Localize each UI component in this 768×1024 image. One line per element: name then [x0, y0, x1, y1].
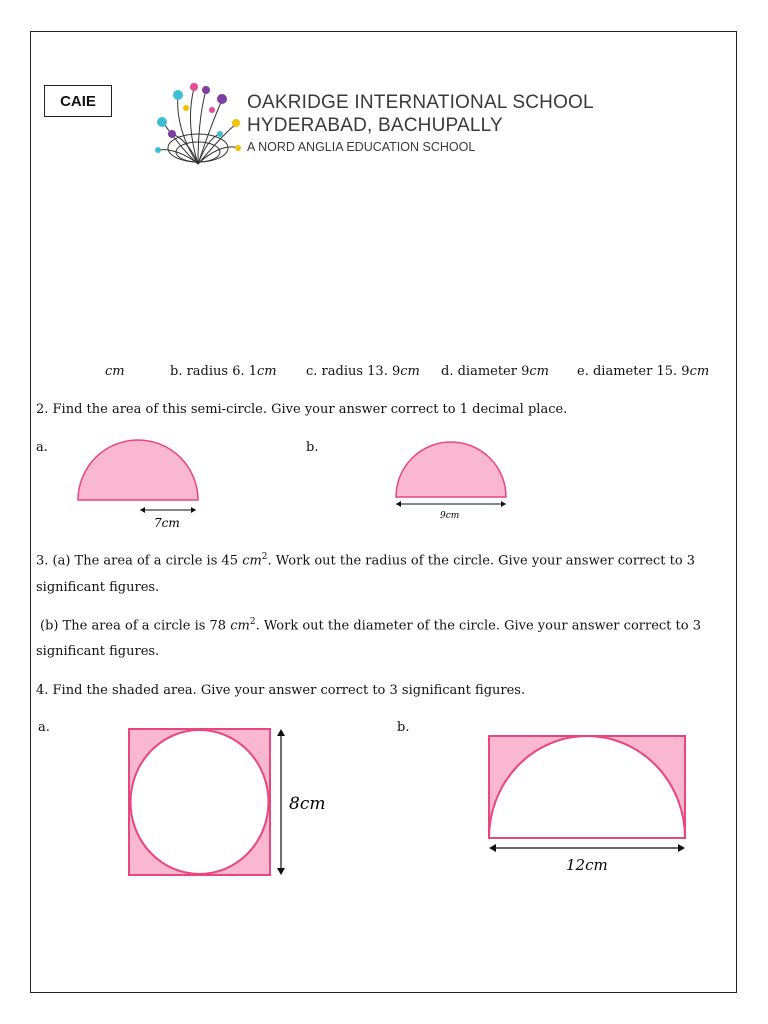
q1-b: b. radius 6. 1cm	[170, 364, 277, 379]
q4-a-label: a.	[38, 720, 50, 735]
q2b-measure: 9cm	[440, 511, 460, 521]
q3b-text: (b) The area of a circle is 78 $cm^2$. Work out the diameter of the circle. Give your answer correct to 3	[40, 617, 701, 634]
q2a-measure: 7cm	[154, 516, 180, 530]
q1-e: e. diameter 15. 9cm	[577, 364, 710, 379]
logo-flower-icon	[150, 78, 245, 168]
q2-b-label: b.	[306, 440, 319, 455]
q4-b-label: b.	[397, 720, 410, 735]
q2a-semicircle	[78, 440, 198, 500]
q4b-rectangle-semicircle-figure	[482, 728, 692, 878]
q2b-semicircle-figure	[390, 432, 515, 527]
q1-c: c. radius 13. 9cm	[306, 364, 420, 379]
q4a-measure: 8cm	[289, 794, 326, 814]
q4-text: 4. Find the shaded area. Give your answer correct to 3 significant figures.	[36, 683, 526, 698]
q1-d: d. diameter 9cm	[441, 364, 549, 379]
q1-a-unit: cm	[105, 364, 125, 379]
school-location: HYDERABAD, BACHUPALLY	[247, 115, 503, 136]
school-network: A NORD ANGLIA EDUCATION SCHOOL	[247, 140, 476, 154]
school-logo	[150, 78, 595, 168]
q2a-semicircle-figure	[70, 430, 210, 535]
q3a-text-line2: significant figures.	[36, 580, 160, 595]
q3a-text: 3. (a) The area of a circle is 45 $cm^2$. Work out the radius of the circle. Give your answer correct to 3	[36, 552, 696, 569]
q4a-square-circle-figure	[120, 720, 340, 885]
q3b-text-line2: significant figures.	[36, 644, 160, 659]
q2-text: 2. Find the area of this semi-circle. Give your answer correct to 1 decimal place.	[36, 402, 568, 417]
q4a-circle	[131, 730, 269, 874]
school-name: OAKRIDGE INTERNATIONAL SCHOOL	[247, 92, 594, 113]
caie-badge: CAIE	[44, 85, 112, 117]
q2-a-label: a.	[36, 440, 48, 455]
q2b-semicircle	[396, 442, 506, 497]
q4b-measure: 12cm	[566, 856, 608, 874]
